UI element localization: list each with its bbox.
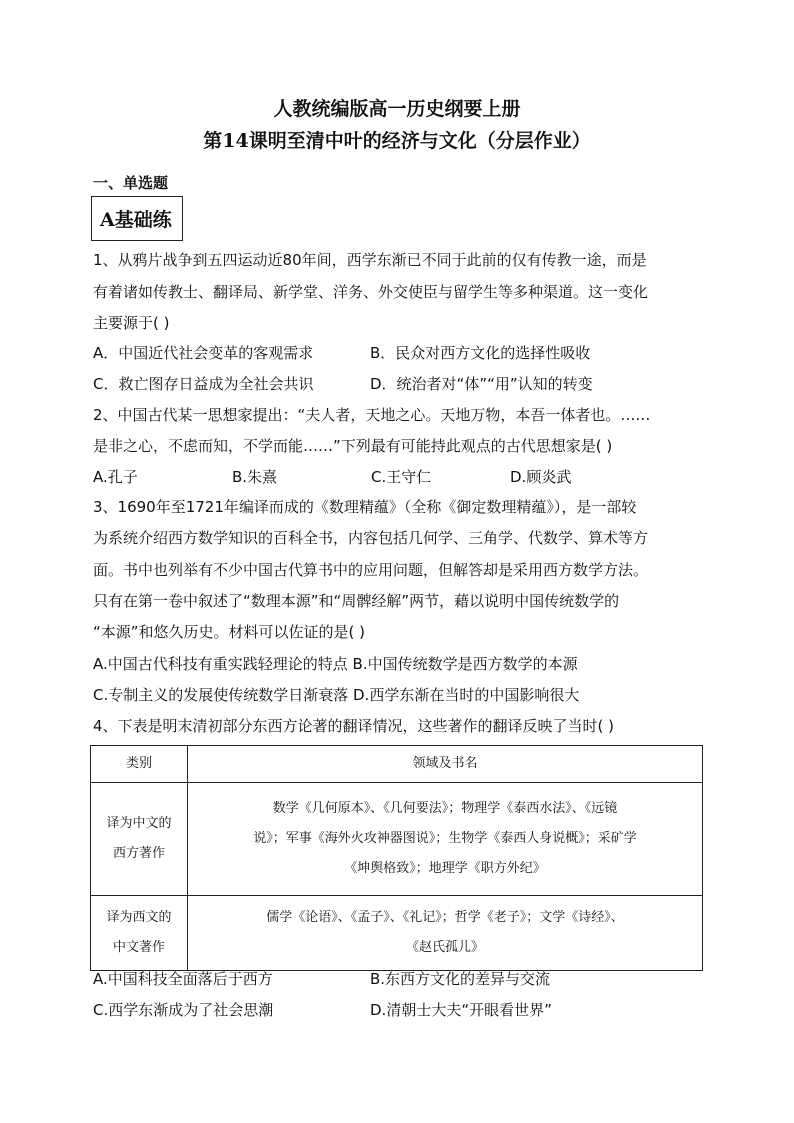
- q3-options-cd: C.专制主义的发展使传统数学日渐衰落 D.西学东渐在当时的中国影响很大: [93, 686, 580, 704]
- document-title-line1: 人教统编版高一历史纲要上册: [273, 98, 521, 120]
- level-box: [91, 196, 183, 241]
- q4-option-c: C.西学东渐成为了社会思潮: [93, 1001, 274, 1019]
- table-header-category: 类别: [91, 746, 188, 783]
- q2-option-a: A.孔子: [93, 468, 138, 486]
- q2-line-1: 2、中国古代某一思想家提出：“夫人者，天地之心。天地万物，本吾一体者也。……: [93, 406, 651, 424]
- cell-line: 中文著作: [112, 940, 165, 955]
- table-cell-category: [91, 783, 188, 896]
- q1-line-1: 1、从鸦片战争到五四运动近80年间，西学东渐已不同于此前的仅有传教一途，而是: [93, 251, 647, 269]
- q1-option-a: A．中国近代社会变革的客观需求: [93, 344, 314, 362]
- q2-option-b: B.朱熹: [232, 468, 278, 486]
- q3-line-2: 为系统介绍西方数学知识的百科全书，内容包括几何学、三角学、代数学、算术等方: [93, 529, 649, 547]
- section-title: 一、单选题: [93, 174, 169, 192]
- cell-line: 说》；军事《海外火攻神器图说》；生物学《泰西人身说概》；采矿学: [253, 831, 637, 846]
- q3-line-1: 3、1690年至1721年编译而成的《数理精蕴》（全称《御定数理精蕴》），是一部较: [93, 498, 637, 516]
- table-row: [91, 783, 703, 896]
- q1-line-3: 主要源于( ): [93, 314, 170, 332]
- q3-line-3: 面。书中也列举有不少中国古代算书中的应用问题，但解答却是采用西方数学方法。: [93, 561, 649, 579]
- q1-option-d: D．统治者对“体”“用”认知的转变: [370, 375, 593, 393]
- table-row: [91, 896, 703, 971]
- q3-line-4: 只有在第一卷中叙述了“数理本源”和“周髀经解”两节，藉以说明中国传统数学的: [93, 592, 620, 610]
- cell-line: 数学《几何原本》、《几何要法》；物理学《泰西水法》、《远镜: [272, 801, 618, 816]
- q2-line-2: 是非之心，不虑而知，不学而能……”下列最有可能持此观点的古代思想家是( ): [93, 437, 613, 455]
- cell-line: 译为西文的: [106, 910, 172, 925]
- table-header-content: 领域及书名: [188, 746, 703, 783]
- q2-option-d: D.顾炎武: [510, 468, 572, 486]
- table-cell-content: [188, 896, 703, 971]
- table-cell-content: [188, 783, 703, 896]
- table-header-row: [91, 746, 703, 783]
- q1-option-c: C．救亡图存日益成为全社会共识: [93, 375, 314, 393]
- q2-option-c: C.王守仁: [371, 468, 432, 486]
- q4-stem: 4、下表是明末清初部分东西方论著的翻译情况，这些著作的翻译反映了当时( ): [93, 717, 615, 735]
- q4-option-a: A.中国科技全面落后于西方: [93, 970, 273, 988]
- cell-line: 译为中文的: [106, 816, 172, 831]
- level-label: A基础练: [100, 209, 172, 231]
- q4-option-b: B.东西方文化的差异与交流: [370, 970, 551, 988]
- q4-option-d: D.清朝士大夫“开眼看世界”: [370, 1001, 552, 1019]
- cell-line: 《赵氏孤儿》: [405, 940, 484, 955]
- cell-line: 《坤舆格致》；地理学《职方外纪》: [344, 861, 546, 876]
- cell-line: 西方著作: [112, 846, 165, 861]
- cell-line: 儒学《论语》、《孟子》、《礼记》；哲学《老子》；文学《诗经》、: [266, 910, 624, 925]
- q1-line-2: 有着诸如传教士、翻译局、新学堂、洋务、外交使臣与留学生等多种渠道。这一变化: [93, 283, 649, 301]
- translation-table: [90, 745, 703, 971]
- q3-line-5: “本源”和悠久历史。材料可以佐证的是( ): [93, 623, 366, 641]
- q3-options-ab: A.中国古代科技有重实践轻理论的特点 B.中国传统数学是西方数学的本源: [93, 655, 578, 673]
- table-cell-category: [91, 896, 188, 971]
- q1-option-b: B．民众对西方文化的选择性吸收: [370, 344, 591, 362]
- document-title-line2: 第14课明至清中叶的经济与文化（分层作业）: [203, 130, 591, 152]
